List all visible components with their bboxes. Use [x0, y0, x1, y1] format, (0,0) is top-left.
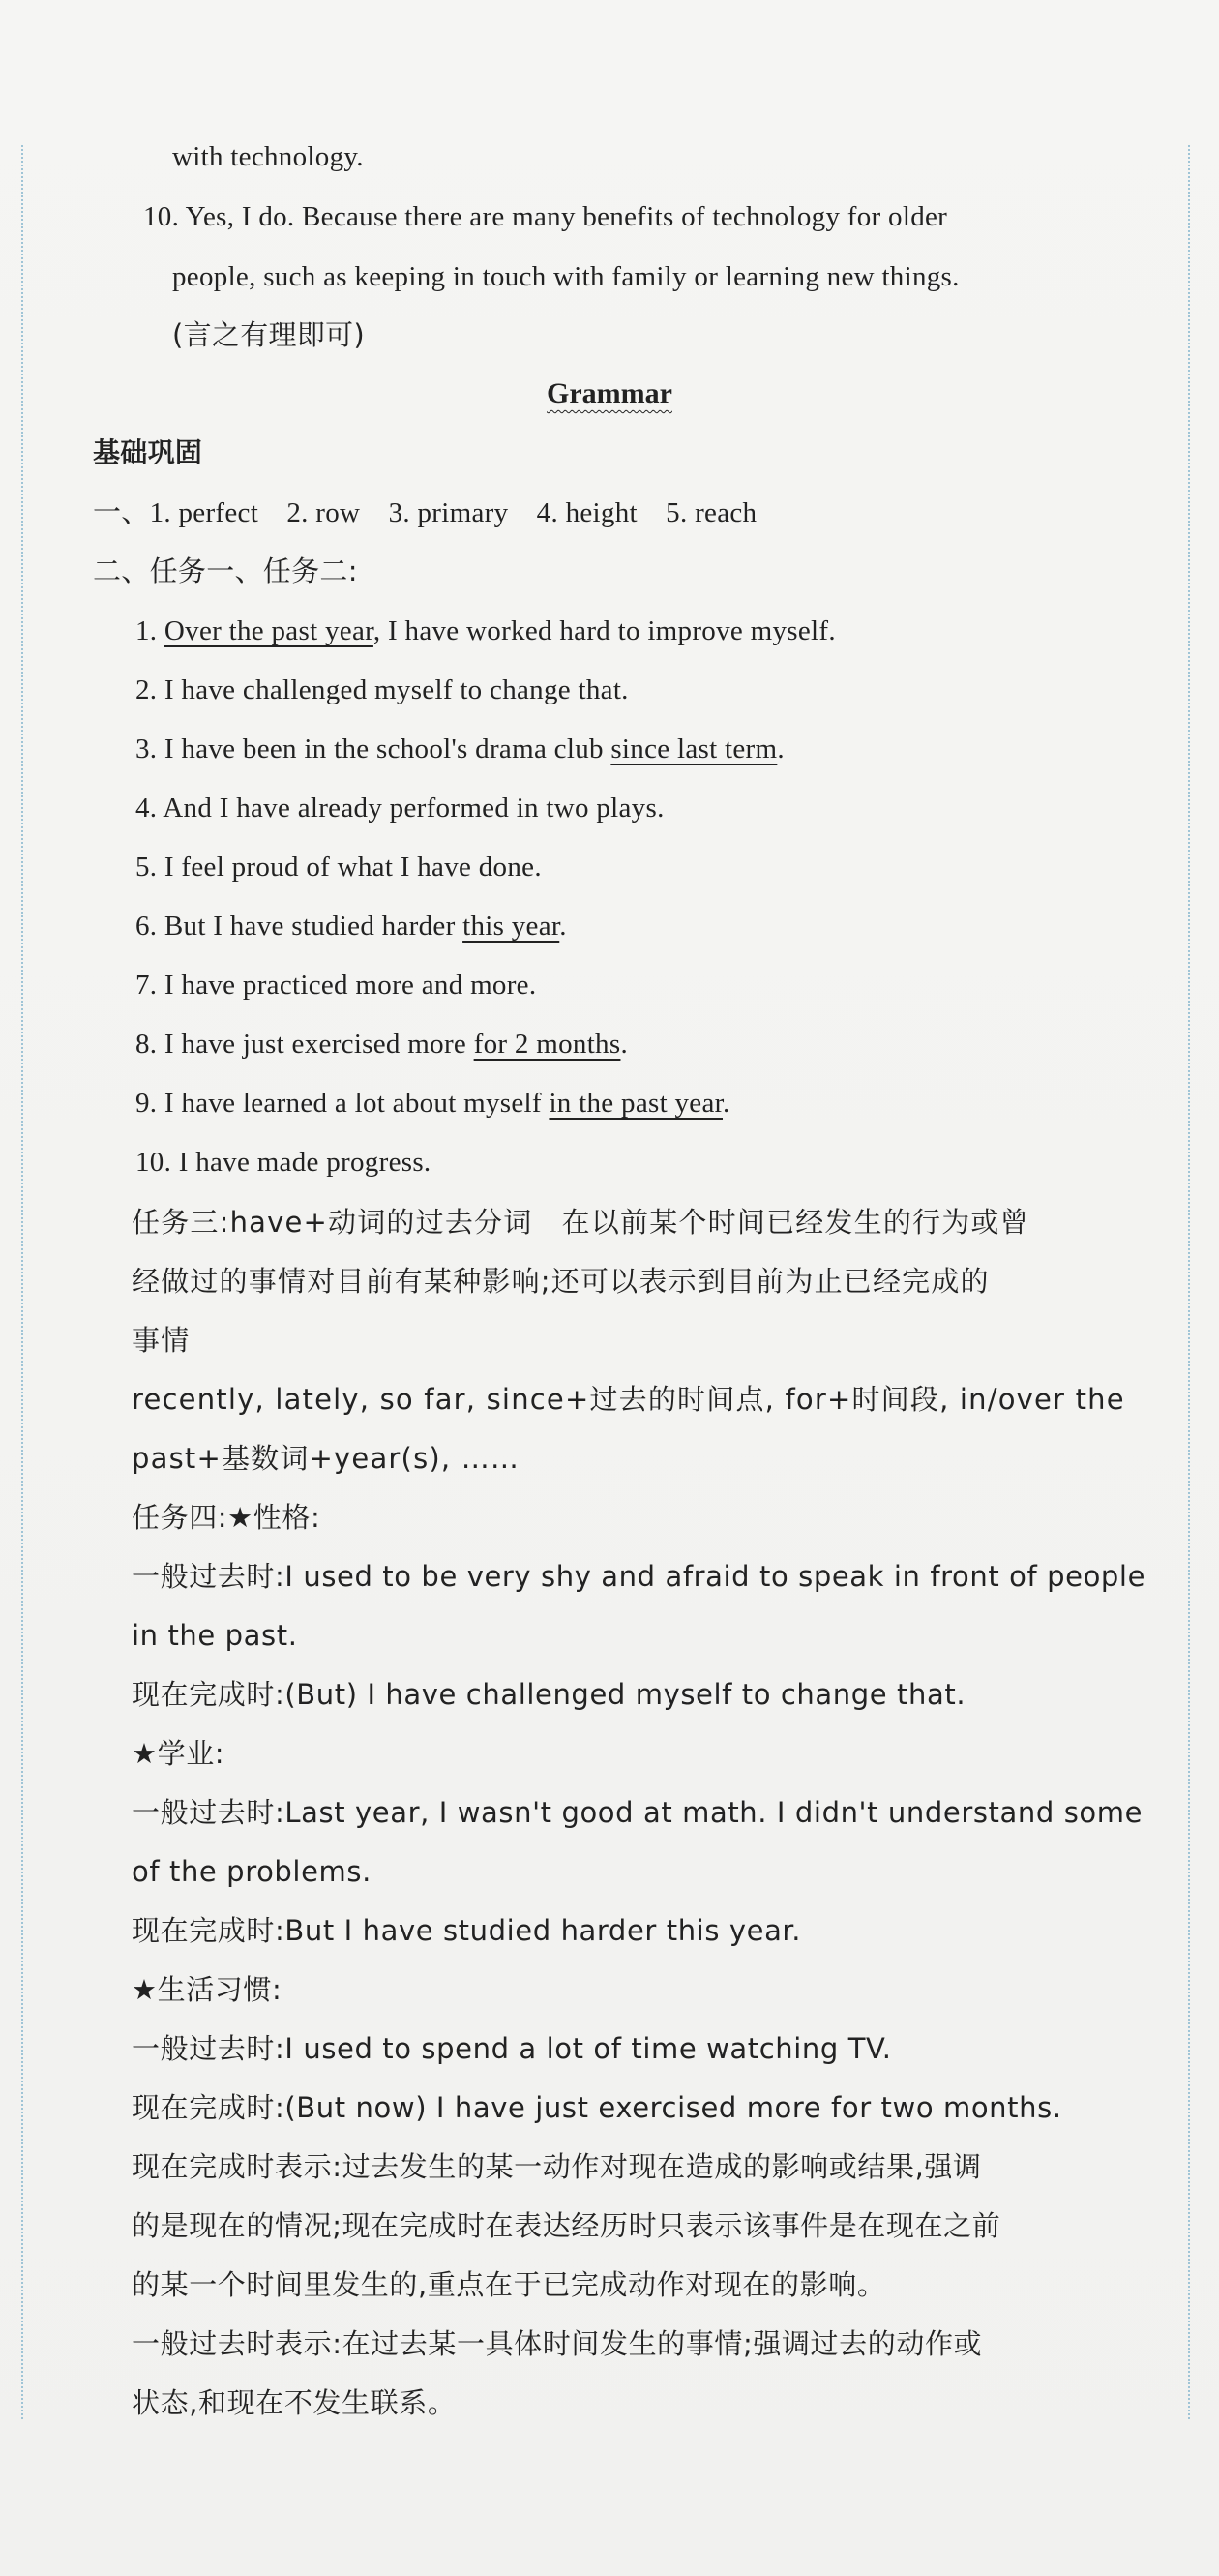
task3-line: 经做过的事情对目前有某种影响;还可以表示到目前为止已经完成的 [132, 1265, 990, 1298]
sentence-item [135, 789, 665, 827]
task4-line: ★生活习惯: [132, 1973, 282, 2006]
sub-heading: 基础巩固 [93, 436, 203, 468]
sentence-text: 2. I have challenged myself to change that. [135, 674, 629, 705]
task3-line: 事情 [132, 1324, 191, 1357]
task4-line: of the problems. [132, 1855, 372, 1888]
sentence-item [135, 612, 836, 650]
task4-line: 一般过去时:I used to be very shy and afraid to speak in front of people [132, 1560, 1146, 1593]
task4-line: 现在完成时:(But) I have challenged myself to change that. [132, 1678, 966, 1711]
sentence-item [135, 1143, 431, 1182]
sentence-text: 8. I have just exercised more [135, 1029, 474, 1060]
task4-line: 状态,和现在不发生联系。 [132, 2386, 457, 2419]
sentence-item [135, 1025, 628, 1063]
sentence-text: 4. And I have already performed in two plays. [135, 793, 665, 824]
intro-line: with technology. [172, 141, 364, 172]
intro-line: 10. Yes, I do. Because there are many benefits of technology for older [143, 201, 948, 232]
intro-line: people, such as keeping in touch with family or learning new things. [172, 261, 960, 292]
underlined-time-phrase: since last term [610, 734, 778, 764]
underlined-time-phrase: Over the past year [164, 615, 373, 646]
sentence-text: 7. I have practiced more and more. [135, 970, 537, 1001]
sentence-text: 3. I have been in the school's drama club [135, 734, 611, 764]
task4-line: in the past. [132, 1619, 298, 1652]
sentence-item [135, 730, 785, 768]
sentence-text: 10. I have made progress. [135, 1147, 431, 1178]
task4-line: 现在完成时:(But now) I have just exercised more for two months. [132, 2091, 1062, 2124]
underlined-time-phrase: for 2 months [473, 1029, 621, 1060]
sentence-text: 9. I have learned a lot about myself [135, 1088, 550, 1119]
sentence-item [135, 1084, 730, 1123]
sentence-text: 1. [135, 615, 164, 646]
task4-line: 一般过去时表示:在过去某一具体时间发生的事情;强调过去的动作或 [132, 2327, 983, 2360]
task3-line: 任务三:have+动词的过去分词 在以前某个时间已经发生的行为或曾 [132, 1206, 1029, 1239]
intro-line: (言之有理即可) [172, 318, 366, 351]
task4-line: 一般过去时:Last year, I wasn't good at math. I didn't understand some [132, 1796, 1144, 1829]
task3-line: recently, lately, so far, since+过去的时间点, for+时间段, in/over the [132, 1383, 1125, 1416]
sentence-item [135, 848, 542, 886]
right-dotted-border [1188, 145, 1190, 2419]
sentence-text: . [777, 734, 785, 764]
sentence-text: 6. But I have studied harder [135, 911, 463, 942]
task4-line: 任务四:★性格: [132, 1501, 321, 1534]
task4-line: ★学业: [132, 1737, 225, 1770]
sentence-text: . [559, 911, 567, 942]
part1-answers: 一、1. perfect 2. row 3. primary 4. height 5. reach [93, 497, 758, 528]
underlined-time-phrase: in the past year [549, 1088, 723, 1119]
task4-line: 现在完成时表示:过去发生的某一动作对现在造成的影响或结果,强调 [132, 2150, 982, 2183]
task4-line: 的某一个时间里发生的,重点在于已完成动作对现在的影响。 [132, 2268, 886, 2301]
sentence-text: . [723, 1088, 730, 1119]
sentence-item [135, 966, 536, 1004]
task4-line: 的是现在的情况;现在完成时在表达经历时只表示该事件是在现在之前 [132, 2209, 1001, 2242]
underlined-time-phrase: this year [462, 911, 560, 942]
sentence-item [135, 907, 567, 945]
sentence-text: , I have worked hard to improve myself. [372, 615, 836, 646]
left-dotted-border [21, 145, 23, 2419]
part2-label: 二、任务一、任务二: [93, 554, 358, 587]
sentence-text: 5. I feel proud of what I have done. [135, 852, 542, 883]
sentence-item [135, 671, 629, 709]
section-title: Grammar [547, 377, 672, 409]
task3-line: past+基数词+year(s), …… [132, 1442, 520, 1475]
task4-line: 现在完成时:But I have studied harder this year. [132, 1914, 802, 1947]
sentence-text: . [620, 1029, 629, 1060]
task4-line: 一般过去时:I used to spend a lot of time watching TV. [132, 2032, 892, 2065]
